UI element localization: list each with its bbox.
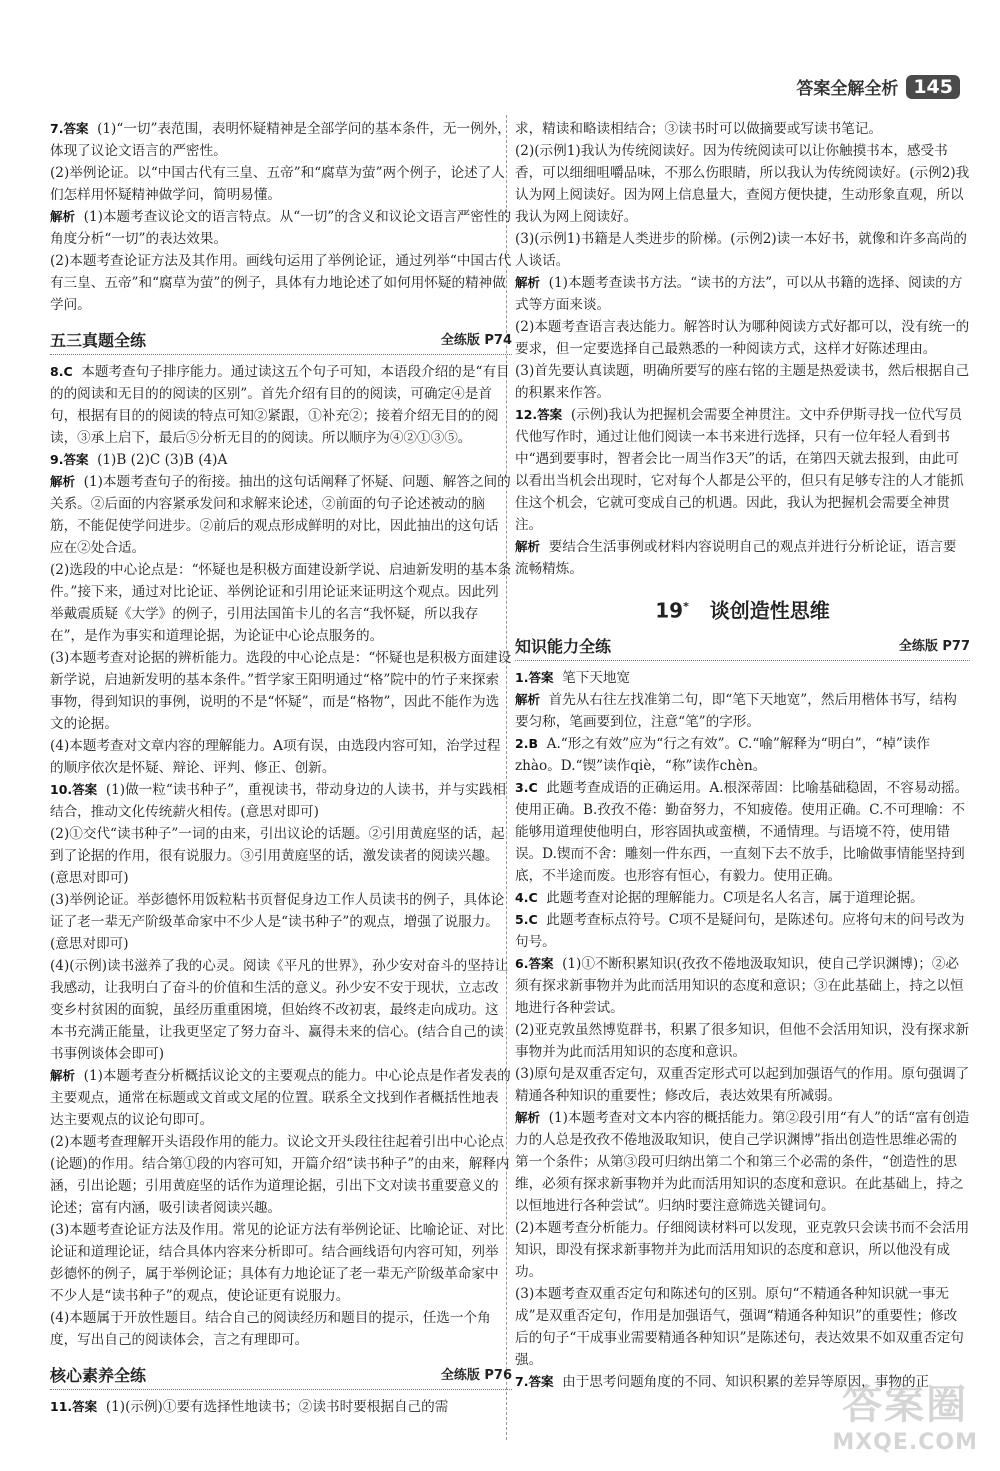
header-title: 答案全解全析	[796, 79, 899, 99]
answer-text: (2)亚克敦虽然博览群书，积累了很多知识，但他不会活用知识，没有探求新事物并为此而活用知识的态度和意识。	[515, 1021, 970, 1060]
answer-text: (2)举例论证。以“中国古代有三皇、五帝”和“腐草为萤”两个例子，论述了人们怎样用怀疑精神做学问，简明易懂。	[50, 165, 505, 203]
answer-label: 4.C	[515, 889, 538, 905]
question-4	[515, 887, 970, 909]
analysis-text: (1)本题考查对文本内容的概括能力。第②段引用“有人”的话“富有创造力的人总是孜孜不倦地汲取知识，使自己学识渊博”指出创造性思维必需的第一个条件；从第③段可归纳出第二个和第三个必需的条件，“创造性的思维，必须有探求新事物并为此而活用知识的态度和意识。在此基础上，持之以恒地进行各种尝试”。归纳时要注意筛选关键词句。	[515, 1109, 970, 1214]
answer-text: 求，精读和略读相结合；③读书时可以做摘要或写读书笔记。	[515, 121, 883, 137]
answer-text: 此题考查对论据的理解能力。C项是名人名言，属于道理论据。	[546, 889, 924, 906]
page-number: 145	[906, 75, 960, 99]
analysis-text: (1)本题考查读书方法。“读书的方法”，可以从书籍的选择、阅读的方式等方面来谈。	[515, 275, 963, 313]
answer-label: 7.答案	[515, 1373, 554, 1389]
section-header	[50, 1365, 512, 1390]
answer-text: (3)举例论证。举彭德怀用饭粒粘书页督促身边工作人员读书的例子，具体论证了老一辈无产阶级革命家中不少人是“读书种子”的观点，增强了说服力。(意思对即可)	[50, 892, 505, 952]
answer-label: 7.答案	[50, 121, 89, 136]
answer-text: 本题考查句子排序能力。通过读这五个句子可知，本语段介绍的是“有目的的阅读和无目的的阅读的区别”。首先介绍有目的的阅读，可确定④是首句，根据有目的的阅读的特点可知②紧跟，①补充②；接着介绍无目的的阅读，③承上启下，最后⑤分析无目的的阅读。所以顺序为④②①③⑤。	[50, 364, 510, 446]
analysis-text: 首先从右往左找准第二句，即“笔下天地宽”，然后用楷体书写，结构要匀称，笔画要到位，注意“笔”的字形。	[515, 691, 957, 730]
lesson-title	[515, 596, 970, 622]
analysis-text: (2)本题考查论证方法及其作用。画线句运用了举例论证，通过列举“中国古代有三皇、五帝”和“腐草为萤”的例子，具体有力地论述了如何用怀疑的精神做学问。	[50, 253, 512, 313]
question-7	[50, 118, 512, 316]
page-header	[796, 74, 960, 99]
analysis-text: (2)选段的中心论点是：“怀疑也是积极方面建设新学说、启迪新发明的基本条件。”接下来，通过对比论证、举例论证和引用论证来证明这个观点。因此列举戴震质疑《大学》的例子，引用法国笛卡儿的名言“我怀疑，所以我存在”，是作为事实和道理论据，为论证中心论点服务的。	[50, 562, 512, 644]
section-header	[515, 636, 970, 661]
analysis-label: 解析	[515, 1109, 541, 1125]
analysis-text: (4)本题考查对文章内容的理解能力。A项有误，由选段内容可知，治学过程的顺序依次是怀疑、辩论、评判、修正、创新。	[50, 738, 501, 776]
answer-text: (4)(示例)读书滋养了我的心灵。阅读《平凡的世界》，孙少安对奋斗的坚持让我感动，让我明白了奋斗的价值和生活的意义。孙少安不安于现状，立志改变乡村贫困的面貌，虽经历重重困境，但始终不改初衷，最终走向成功。这本书充满正能量，让我更坚定了努力奋斗、赢得未来的信心。(结合自己的读书事例谈体会即可)	[50, 958, 509, 1062]
answer-text: (1)“一切”表范围，表明怀疑精神是全部学问的基本条件，无一例外，体现了议论文语言的严密性。	[50, 121, 511, 159]
right-column	[515, 118, 970, 1393]
left-column	[50, 118, 512, 1418]
analysis-text: (2)本题考查理解开头语段作用的能力。议论文开头段往往起着引出中心论点(论题)的作用。结合第①段的内容可知，开篇介绍“读书种子”的由来，解释内涵，引出论题；引用黄庭坚的话作为道理论据，引出下文对读书重要意义的论述；富有内涵，吸引读者阅读兴趣。	[50, 1134, 510, 1216]
answer-label: 12.答案	[515, 407, 563, 422]
question-1	[515, 667, 970, 733]
lesson-name: 谈创造性思维	[709, 598, 830, 623]
answer-label: 10.答案	[50, 782, 98, 797]
section-ref: 全练版 P74	[440, 333, 512, 348]
question-3	[515, 777, 970, 887]
section-header	[50, 330, 512, 355]
section-ref: 全练版 P76	[440, 1368, 512, 1383]
analysis-text: (1)本题考查分析概括议论文的主要观点的能力。中心论点是作者发表的主要观点，通常在标题或文首或文尾的位置。联系全文找到作者概括性地表达主要观点的议论句即可。	[50, 1068, 511, 1128]
analysis-text: (3)首先要认真读题，明确所要写的座右铭的主题是热爱读书，然后根据自己的积累来作答。	[515, 363, 970, 401]
section-title: 知识能力全练	[515, 636, 612, 656]
answer-text: 此题考查成语的正确运用。A.根深蒂固：比喻基础稳固，不容易动摇。使用正确。B.孜孜不倦：勤奋努力，不知疲倦。使用正确。C.不可理喻：不能够用道理使他明白，形容固执或蛮横，不通情理。与语境不符，使用错误。D.锲而不舍：雕刻一件东西，一直刻下去不放手，比喻做事情能坚持到底，不半途而废。也形容有恒心，有毅力。使用正确。	[515, 779, 969, 884]
answer-text: A.“形之有效”应为“行之有效”。C.“喻”解释为“明白”，“棹”读作zhào。D.“锲”读作qiè，“称”读作chèn。	[515, 735, 930, 774]
analysis-label: 解析	[50, 209, 76, 224]
analysis-text: (3)本题考查论证方法及作用。常见的论证方法有举例论证、比喻论证、对比论证和道理论证，结合具体内容来分析即可。结合画线语句内容可知，列举彭德怀的例子，属于举例论证；具体有力地论证了老一辈无产阶级革命家中不少人是“读书种子”的观点，使论证更有说服力。	[50, 1222, 505, 1304]
question-8	[50, 361, 512, 449]
answer-text: (1)①不断积累知识(孜孜不倦地汲取知识，使自己学识渊博)；②必须有探求新事物并为此而活用知识的态度和意识；③在此基础上，持之以恒地进行各种尝试。	[515, 955, 964, 1016]
question-6	[515, 953, 970, 1371]
analysis-text: (2)本题考查分析能力。仔细阅读材料可以发现，亚克敦只会读书而不会活用知识，即没有探求新事物并为此而活用知识的态度和意识，所以他没有成功。	[515, 1219, 970, 1280]
answer-label: 9.答案	[50, 452, 89, 467]
analysis-text: 要结合生活事例或材料内容说明自己的观点并进行分析论证，语言要流畅精炼。	[515, 539, 957, 577]
answer-label: 2.B	[515, 735, 538, 751]
analysis-text: (2)本题考查语言表达能力。解答时认为哪种阅读方式好都可以，没有统一的要求，但一定要选择自己最熟悉的一种阅读方式，这样才好陈述理由。	[515, 319, 970, 357]
answer-text: 笔下天地宽	[562, 669, 631, 686]
analysis-label: 解析	[515, 539, 541, 554]
answer-label: 11.答案	[50, 1399, 98, 1414]
answer-text: (1)做一粒“读书种子”，重视读书，带动身边的人读书，并与实践相结合，推动文化传统薪火相传。(意思对即可)	[50, 782, 506, 820]
watermark-url: MXQE.COM	[832, 1430, 978, 1455]
answer-text: (2)①交代“读书种子”一词的由来，引出议论的话题。②引用黄庭坚的话，起到了论据的作用，很有说服力。③引用黄庭坚的话，激发读者的阅读兴趣。(意思对即可)	[50, 826, 505, 886]
answer-text: (1)B (2)C (3)B (4)A	[97, 452, 228, 468]
watermark-logo: 答案圈	[842, 1382, 969, 1428]
question-11-start	[50, 1396, 512, 1418]
answer-label: 1.答案	[515, 669, 554, 685]
analysis-text: (3)本题考查双重否定句和陈述句的区别。原句“不精通各种知识就一事无成”是双重否定句，作用是加强语气，强调“精通各种知识”的重要性；修改后的句子“干成事业需要精通各种知识”是陈述句，表达效果不如双重否定句强。	[515, 1285, 964, 1368]
section-title: 五三真题全练	[50, 331, 147, 350]
question-11-cont	[515, 118, 970, 404]
answer-label: 6.答案	[515, 955, 554, 971]
analysis-label: 解析	[50, 1068, 76, 1083]
question-12	[515, 404, 970, 580]
lesson-number: 19	[655, 598, 684, 623]
answer-text: 此题考查标点符号。C项不是疑问句，是陈述句。应将句末的问号改为句号。	[515, 911, 965, 950]
section-title: 核心素养全练	[50, 1366, 147, 1385]
answer-label: 5.C	[515, 911, 538, 927]
answer-text: (示例)我认为把握机会需要全神贯注。文中乔伊斯寻找一位代写员代他写作时，通过让他们阅读一本书来进行选择，只有一位年轻人看到书中“遇到要事时，智者会比一周当作3天”的话，在第四天就去报到，由此可以看出当机会出现时，它对每个人都是公平的，但只有足够专注的人才能抓住这个机会，它就可变成自己的机遇。因此，我认为把握机会需要全神贯注。	[515, 407, 964, 533]
question-9	[50, 449, 512, 779]
answer-text: (2)(示例1)我认为传统阅读好。因为传统阅读可以让你触摸书本，感受书香，可以细细咀嚼品味，不那么伤眼睛，所以我认为传统阅读好。(示例2)我认为网上阅读好。因为网上信息量大，查阅方便快捷，生动形象直观，所以我认为网上阅读好。	[515, 143, 970, 225]
analysis-text: (4)本题属于开放性题目。结合自己的阅读经历和题目的提示，任选一个角度，写出自己的阅读体会，言之有理即可。	[50, 1310, 491, 1348]
answer-text: 由于思考问题角度的不同、知识积累的差异等原因，事物的正	[562, 1373, 930, 1390]
analysis-text: (1)本题考查句子的衔接。抽出的这句话阐释了怀疑、问题、解答之间的关系。②后面的内容紧承发问和求解来论述，②前面的句子论述被动的脑筋，不能促使学问进步。②前后的观点形成鲜明的对比，因此抽出的这句话应在②处合适。	[50, 474, 511, 556]
watermark	[832, 1373, 978, 1455]
answer-label: 3.C	[515, 779, 538, 795]
section-ref: 全练版 P77	[898, 638, 970, 654]
analysis-label: 解析	[515, 275, 541, 290]
answer-text: (3)(示例1)书籍是人类进步的阶梯。(示例2)读一本好书，就像和许多高尚的人谈话。	[515, 231, 967, 269]
analysis-label: 解析	[515, 691, 541, 707]
answer-text: (1)(示例)①要有选择性地读书；②读书时要根据自己的需	[105, 1399, 449, 1415]
lesson-mark: *	[683, 600, 689, 613]
question-10	[50, 779, 512, 1351]
question-5	[515, 909, 970, 953]
answer-text: (3)原句是双重否定句，双重否定形式可以起到加强语气的作用。原句强调了精通各种知识的重要性；修改后，表达效果有所减弱。	[515, 1065, 970, 1104]
answer-label: 8.C	[50, 364, 73, 379]
analysis-text: (3)本题考查对论据的辨析能力。选段的中心论点是：“怀疑也是积极方面建设新学说，启迪新发明的基本条件。”哲学家王阳明通过“格”院中的竹子来探索事物，得到知识的事例，说明的不是“怀疑”，而是“格物”，因此不能作为选文的论据。	[50, 650, 512, 732]
analysis-label: 解析	[50, 474, 76, 489]
analysis-text: (1)本题考查议论文的语言特点。从“一切”的含义和议论文语言严密性的角度分析“一切”的表达效果。	[50, 209, 512, 247]
question-2	[515, 733, 970, 777]
